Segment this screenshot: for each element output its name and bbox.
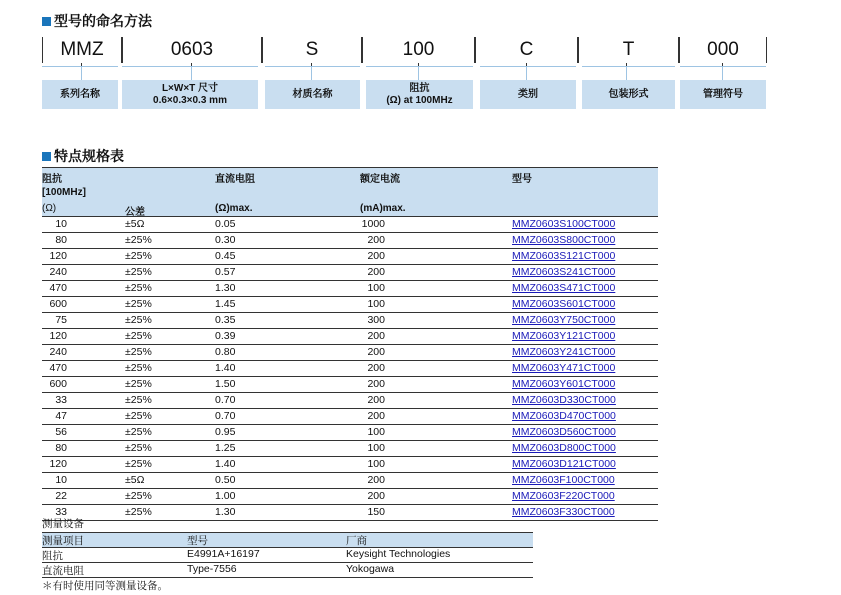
tolerance-cell: ±25% [125,458,152,470]
table-row [42,409,658,425]
dc-resistance-cell: 1.25 [215,442,236,454]
rated-current-cell: 300 [367,314,385,326]
dc-resistance-cell: 0.30 [215,234,236,246]
tolerance-cell: ±25% [125,442,152,454]
code-category: C [475,37,578,63]
dc-resistance-cell: 1.40 [215,362,236,374]
rated-current-cell: 200 [367,394,385,406]
tolerance-cell: ±25% [125,346,152,358]
code-impedance: 100 [362,37,475,63]
dc-resistance-cell: 1.30 [215,282,236,294]
part-number-link[interactable]: MMZ0603Y601CT000 [512,378,616,390]
rated-current-cell: 200 [367,410,385,422]
part-number-link[interactable]: MMZ0603Y241CT000 [512,346,616,358]
impedance-cell: 600 [49,298,67,310]
rated-current-cell: 200 [367,490,385,502]
rated-current-cell: 100 [367,298,385,310]
table-row [42,297,658,313]
table-row [42,249,658,265]
tolerance-cell: ±25% [125,506,152,518]
desc-impedance: 阻抗 (Ω) at 100MHz [366,80,473,109]
dc-resistance-cell: 0.39 [215,330,236,342]
impedance-cell: 10 [55,474,67,486]
rated-current-cell: 200 [367,250,385,262]
impedance-cell: 600 [49,378,67,390]
impedance-cell: 240 [49,346,67,358]
tolerance-cell: ±25% [125,426,152,438]
naming-title: 型号的命名方法 [54,13,152,29]
dc-resistance-cell: 0.35 [215,314,236,326]
tolerance-cell: ±25% [125,410,152,422]
part-number-link[interactable]: MMZ0603S100CT000 [512,218,616,230]
part-number-link[interactable]: MMZ0603D121CT000 [512,458,616,470]
table-row [42,217,658,233]
impedance-cell: 56 [55,426,67,438]
tolerance-cell: ±25% [125,234,152,246]
code-size: 0603 [122,37,262,63]
table-row [42,361,658,377]
impedance-cell: 80 [55,234,67,246]
part-number-link[interactable]: MMZ0603Y121CT000 [512,330,616,342]
table-row: 直流电阻 Type-7556 Yokogawa [42,563,533,578]
table-row [42,233,658,249]
spec-table-body [42,217,658,521]
dc-resistance-cell: 1.30 [215,506,236,518]
tolerance-cell: ±5Ω [125,218,145,230]
part-number-link[interactable]: MMZ0603D800CT000 [512,442,616,454]
part-number-link[interactable]: MMZ0603D560CT000 [512,426,616,438]
rated-current-cell: 100 [367,426,385,438]
table-row [42,329,658,345]
part-number-link[interactable]: MMZ0603Y750CT000 [512,314,616,326]
dc-resistance-cell: 0.05 [215,218,236,230]
impedance-cell: 10 [55,218,67,230]
impedance-cell: 470 [49,362,67,374]
dc-resistance-cell: 0.70 [215,410,236,422]
part-number-link[interactable]: MMZ0603S471CT000 [512,282,616,294]
dc-resistance-cell: 1.45 [215,298,236,310]
rated-current-cell: 200 [367,378,385,390]
part-number-link[interactable]: MMZ0603D470CT000 [512,410,616,422]
spec-title: 特点规格表 [54,148,124,164]
dc-resistance-cell: 1.50 [215,378,236,390]
tolerance-cell: ±25% [125,330,152,342]
spec-table [42,167,658,521]
impedance-cell: 80 [55,442,67,454]
square-bullet-icon [42,17,51,26]
impedance-cell: 33 [55,506,67,518]
dc-resistance-cell: 0.45 [215,250,236,262]
part-number-link[interactable]: MMZ0603D330CT000 [512,394,616,406]
part-number-link[interactable]: MMZ0603S241CT000 [512,266,616,278]
desc-category: 类别 [480,80,576,109]
tolerance-cell: ±25% [125,282,152,294]
dc-resistance-cell: 0.80 [215,346,236,358]
part-number-link[interactable]: MMZ0603S121CT000 [512,250,616,262]
tolerance-cell: ±25% [125,362,152,374]
tolerance-cell: ±25% [125,250,152,262]
rated-current-cell: 100 [367,442,385,454]
dc-resistance-cell: 0.57 [215,266,236,278]
impedance-cell: 120 [49,330,67,342]
rated-current-cell: 100 [367,282,385,294]
code-management: 000 [679,37,767,63]
rated-current-cell: 200 [367,346,385,358]
measurement-title: 测量设备 [42,518,84,530]
table-row [42,489,658,505]
measurement-table [42,532,533,578]
dc-resistance-cell: 0.95 [215,426,236,438]
impedance-cell: 240 [49,266,67,278]
part-number-link[interactable]: MMZ0603S601CT000 [512,298,616,310]
table-row [42,265,658,281]
table-row [42,473,658,489]
impedance-cell: 22 [55,490,67,502]
dc-resistance-cell: 1.40 [215,458,236,470]
naming-section-title [42,11,152,31]
dc-resistance-cell: 0.70 [215,394,236,406]
tolerance-cell: ±25% [125,378,152,390]
table-row [42,441,658,457]
dc-resistance-cell: 0.50 [215,474,236,486]
rated-current-cell: 150 [367,506,385,518]
impedance-cell: 75 [55,314,67,326]
rated-current-cell: 200 [367,234,385,246]
part-number-link[interactable]: MMZ0603F100CT000 [512,474,615,486]
table-row [42,505,658,521]
dc-resistance-cell: 1.00 [215,490,236,502]
table-row [42,345,658,361]
code-material: S [262,37,362,63]
rated-current-cell: 1000 [361,218,385,230]
tolerance-cell: ±25% [125,298,152,310]
tolerance-cell: ±25% [125,394,152,406]
rated-current-cell: 100 [367,458,385,470]
rated-current-cell: 200 [367,266,385,278]
impedance-cell: 470 [49,282,67,294]
impedance-cell: 33 [55,394,67,406]
table-row [42,313,658,329]
spec-table-header: 阻抗 [100MHz] (Ω) 公差 直流电阻 (Ω)max. 额定电流 (mA)max. 型号 [42,167,658,217]
rated-current-cell: 200 [367,362,385,374]
table-row [42,281,658,297]
desc-material: 材质名称 [265,80,360,109]
table-row [42,457,658,473]
code-packaging: T [578,37,679,63]
part-number-link[interactable]: MMZ0603Y471CT000 [512,362,616,374]
square-bullet-icon [42,152,51,161]
measurement-table-header: 测量项目 型号 厂商 [42,532,533,548]
tolerance-cell: ±25% [125,314,152,326]
table-row [42,377,658,393]
tolerance-cell: ±5Ω [125,474,145,486]
code-series: MMZ [42,37,122,63]
desc-size: L×W×T 尺寸 0.6×0.3×0.3 mm [122,80,258,109]
part-number-link[interactable]: MMZ0603S800CT000 [512,234,616,246]
rated-current-cell: 200 [367,474,385,486]
table-row [42,425,658,441]
desc-series: 系列名称 [42,80,118,109]
desc-management: 管理符号 [680,80,766,109]
part-number-link[interactable]: MMZ0603F220CT000 [512,490,615,502]
part-number-link[interactable]: MMZ0603F330CT000 [512,506,615,518]
table-row [42,393,658,409]
impedance-cell: 47 [55,410,67,422]
table-row: 阻抗 E4991A+16197 Keysight Technologies [42,548,533,563]
impedance-cell: 120 [49,250,67,262]
desc-packaging: 包装形式 [582,80,675,109]
spec-section-title [42,146,124,166]
rated-current-cell: 200 [367,330,385,342]
tolerance-cell: ±25% [125,266,152,278]
footnote: ＊有时使用同等测量设备。 [42,580,168,592]
tolerance-cell: ±25% [125,490,152,502]
impedance-cell: 120 [49,458,67,470]
